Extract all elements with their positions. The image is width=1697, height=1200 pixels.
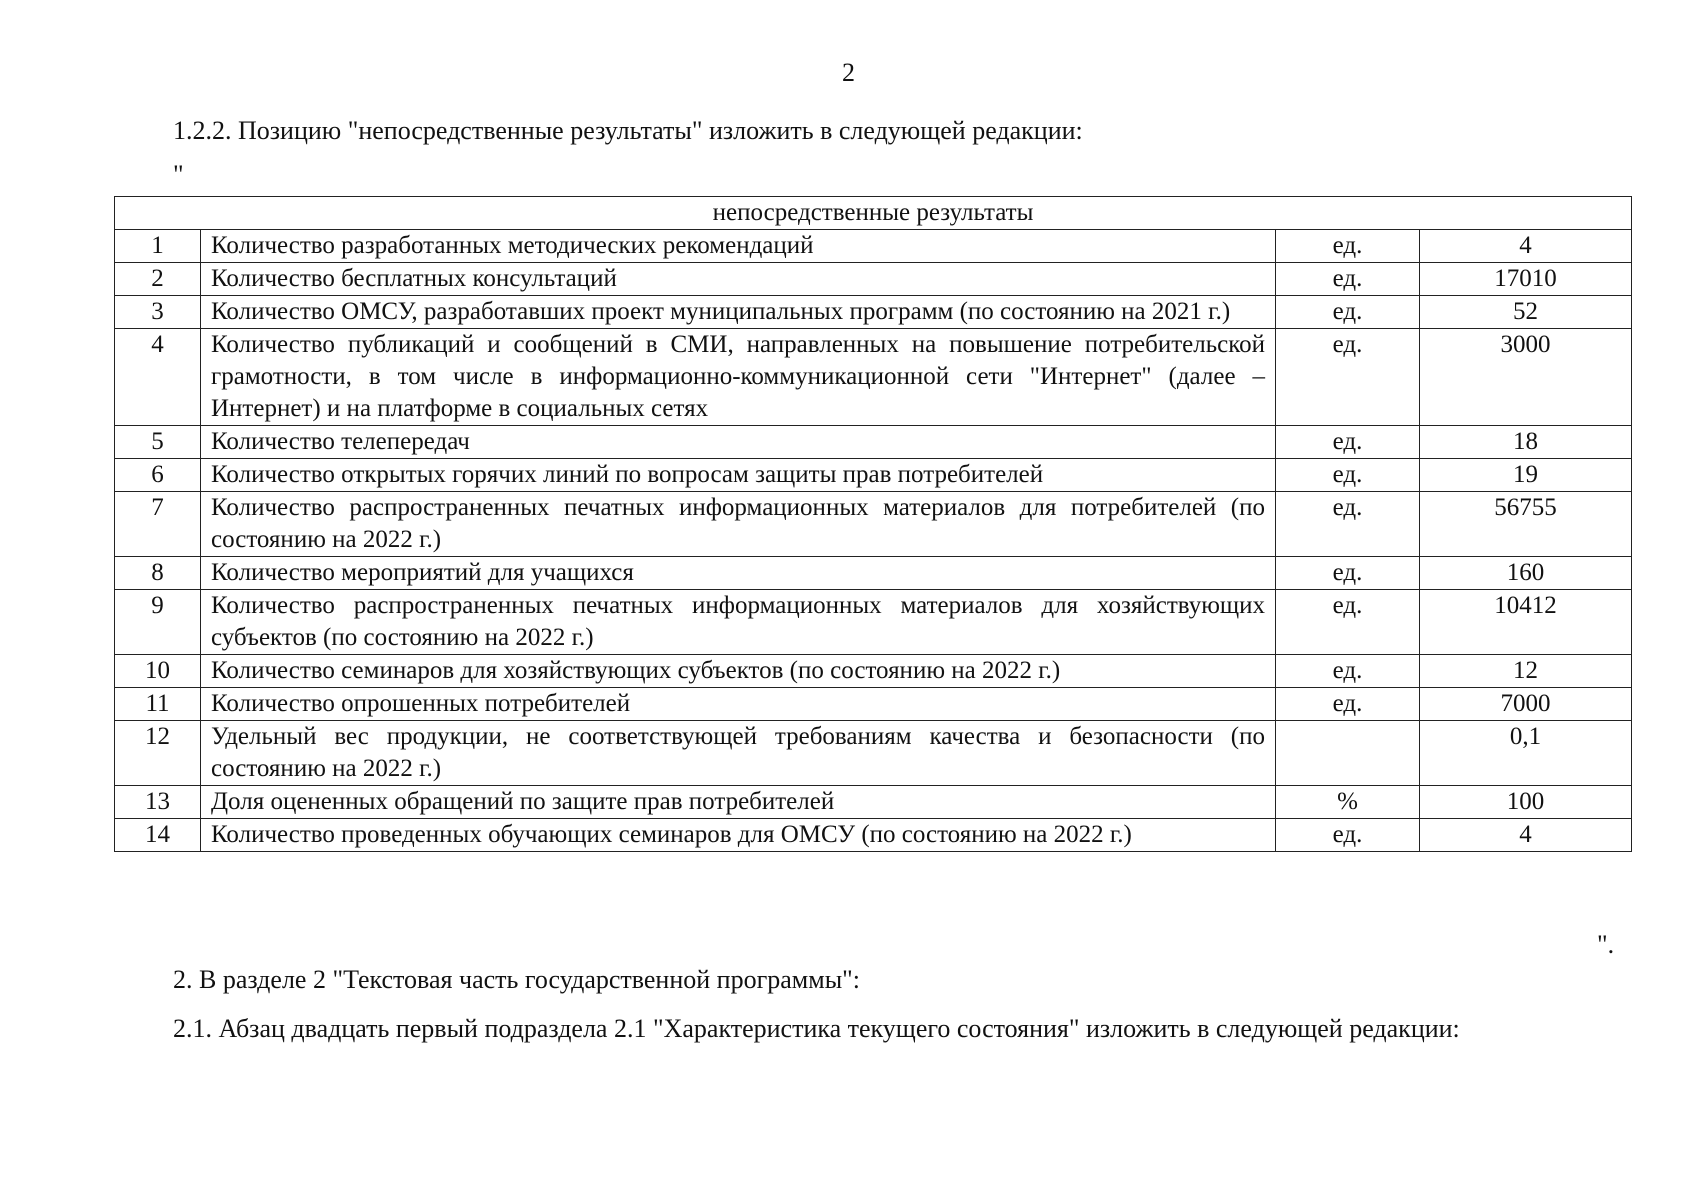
indicator-value: 160	[1420, 557, 1632, 590]
indicator-name: Количество разработанных методических рекомендаций	[201, 230, 1276, 263]
row-number: 6	[115, 459, 201, 492]
indicator-name: Количество мероприятий для учащихся	[201, 557, 1276, 590]
indicator-value: 4	[1420, 819, 1632, 852]
indicator-name: Количество бесплатных консультаций	[201, 263, 1276, 296]
indicator-name: Количество опрошенных потребителей	[201, 688, 1276, 721]
indicator-value: 18	[1420, 426, 1632, 459]
indicator-value: 17010	[1420, 263, 1632, 296]
indicator-name: Количество ОМСУ, разработавших проект муниципальных программ (по состоянию на 2021 г.)	[201, 296, 1276, 329]
table-row	[115, 459, 1632, 492]
unit-of-measure: ед.	[1276, 655, 1420, 688]
indicator-value: 100	[1420, 786, 1632, 819]
indicator-value: 52	[1420, 296, 1632, 329]
row-number: 1	[115, 230, 201, 263]
table-row	[115, 590, 1632, 655]
indicator-name: Количество проведенных обучающих семинаров для ОМСУ (по состоянию на 2022 г.)	[201, 819, 1276, 852]
unit-of-measure: ед.	[1276, 296, 1420, 329]
row-number: 8	[115, 557, 201, 590]
section-2-1-paragraph: 2.1. Абзац двадцать первый подраздела 2.1 "Характеристика текущего состояния" изложить в следующей редакции:	[173, 1014, 1460, 1043]
opening-quote-mark: "	[173, 160, 184, 189]
table-row	[115, 819, 1632, 852]
section-2-paragraph: 2. В разделе 2 "Текстовая часть государственной программы":	[173, 965, 860, 994]
unit-of-measure: ед.	[1276, 230, 1420, 263]
indicator-name: Количество распространенных печатных информационных материалов для хозяйствующих субъектов (по состоянию на 2022 г.)	[201, 590, 1276, 655]
table-row	[115, 721, 1632, 786]
row-number: 14	[115, 819, 201, 852]
row-number: 4	[115, 329, 201, 426]
row-number: 12	[115, 721, 201, 786]
row-number: 9	[115, 590, 201, 655]
unit-of-measure: ед.	[1276, 329, 1420, 426]
row-number: 11	[115, 688, 201, 721]
unit-of-measure: ед.	[1276, 557, 1420, 590]
table-row	[115, 426, 1632, 459]
indicator-value: 10412	[1420, 590, 1632, 655]
unit-of-measure: ед.	[1276, 688, 1420, 721]
unit-of-measure	[1276, 721, 1420, 786]
indicator-value: 56755	[1420, 492, 1632, 557]
row-number: 7	[115, 492, 201, 557]
table-row	[115, 263, 1632, 296]
table-row	[115, 786, 1632, 819]
unit-of-measure: ед.	[1276, 819, 1420, 852]
page-number: 2	[842, 58, 855, 87]
table-row	[115, 329, 1632, 426]
unit-of-measure: ед.	[1276, 459, 1420, 492]
unit-of-measure: ед.	[1276, 426, 1420, 459]
indicator-name: Удельный вес продукции, не соответствующей требованиям качества и безопасности (по состоянию на 2022 г.)	[201, 721, 1276, 786]
row-number: 10	[115, 655, 201, 688]
indicator-name: Количество распространенных печатных информационных материалов для потребителей (по состоянию на 2022 г.)	[201, 492, 1276, 557]
row-number: 3	[115, 296, 201, 329]
indicator-name: Количество открытых горячих линий по вопросам защиты прав потребителей	[201, 459, 1276, 492]
table-row	[115, 492, 1632, 557]
indicator-name: Доля оцененных обращений по защите прав потребителей	[201, 786, 1276, 819]
indicator-name: Количество семинаров для хозяйствующих субъектов (по состоянию на 2022 г.)	[201, 655, 1276, 688]
table-row	[115, 688, 1632, 721]
row-number: 2	[115, 263, 201, 296]
indicator-name: Количество публикаций и сообщений в СМИ, направленных на повышение потребительской грамотности, в том числе в информационно-коммуникационной сети "Интернет" (далее – Интернет) и на платформе в социальных сетях	[201, 329, 1276, 426]
indicator-name: Количество телепередач	[201, 426, 1276, 459]
indicator-value: 12	[1420, 655, 1632, 688]
unit-of-measure: ед.	[1276, 492, 1420, 557]
results-table	[114, 196, 1632, 852]
table-header: непосредственные результаты	[115, 197, 1632, 230]
indicator-value: 7000	[1420, 688, 1632, 721]
table-header-row	[115, 197, 1632, 230]
intro-paragraph: 1.2.2. Позицию "непосредственные результаты" изложить в следующей редакции:	[173, 116, 1083, 145]
table-row	[115, 230, 1632, 263]
closing-quote-mark: ".	[1597, 930, 1615, 959]
table-row	[115, 296, 1632, 329]
unit-of-measure: ед.	[1276, 263, 1420, 296]
indicator-value: 3000	[1420, 329, 1632, 426]
row-number: 13	[115, 786, 201, 819]
indicator-value: 19	[1420, 459, 1632, 492]
row-number: 5	[115, 426, 201, 459]
table-row	[115, 557, 1632, 590]
unit-of-measure: %	[1276, 786, 1420, 819]
table-row	[115, 655, 1632, 688]
unit-of-measure: ед.	[1276, 590, 1420, 655]
indicator-value: 0,1	[1420, 721, 1632, 786]
indicator-value: 4	[1420, 230, 1632, 263]
